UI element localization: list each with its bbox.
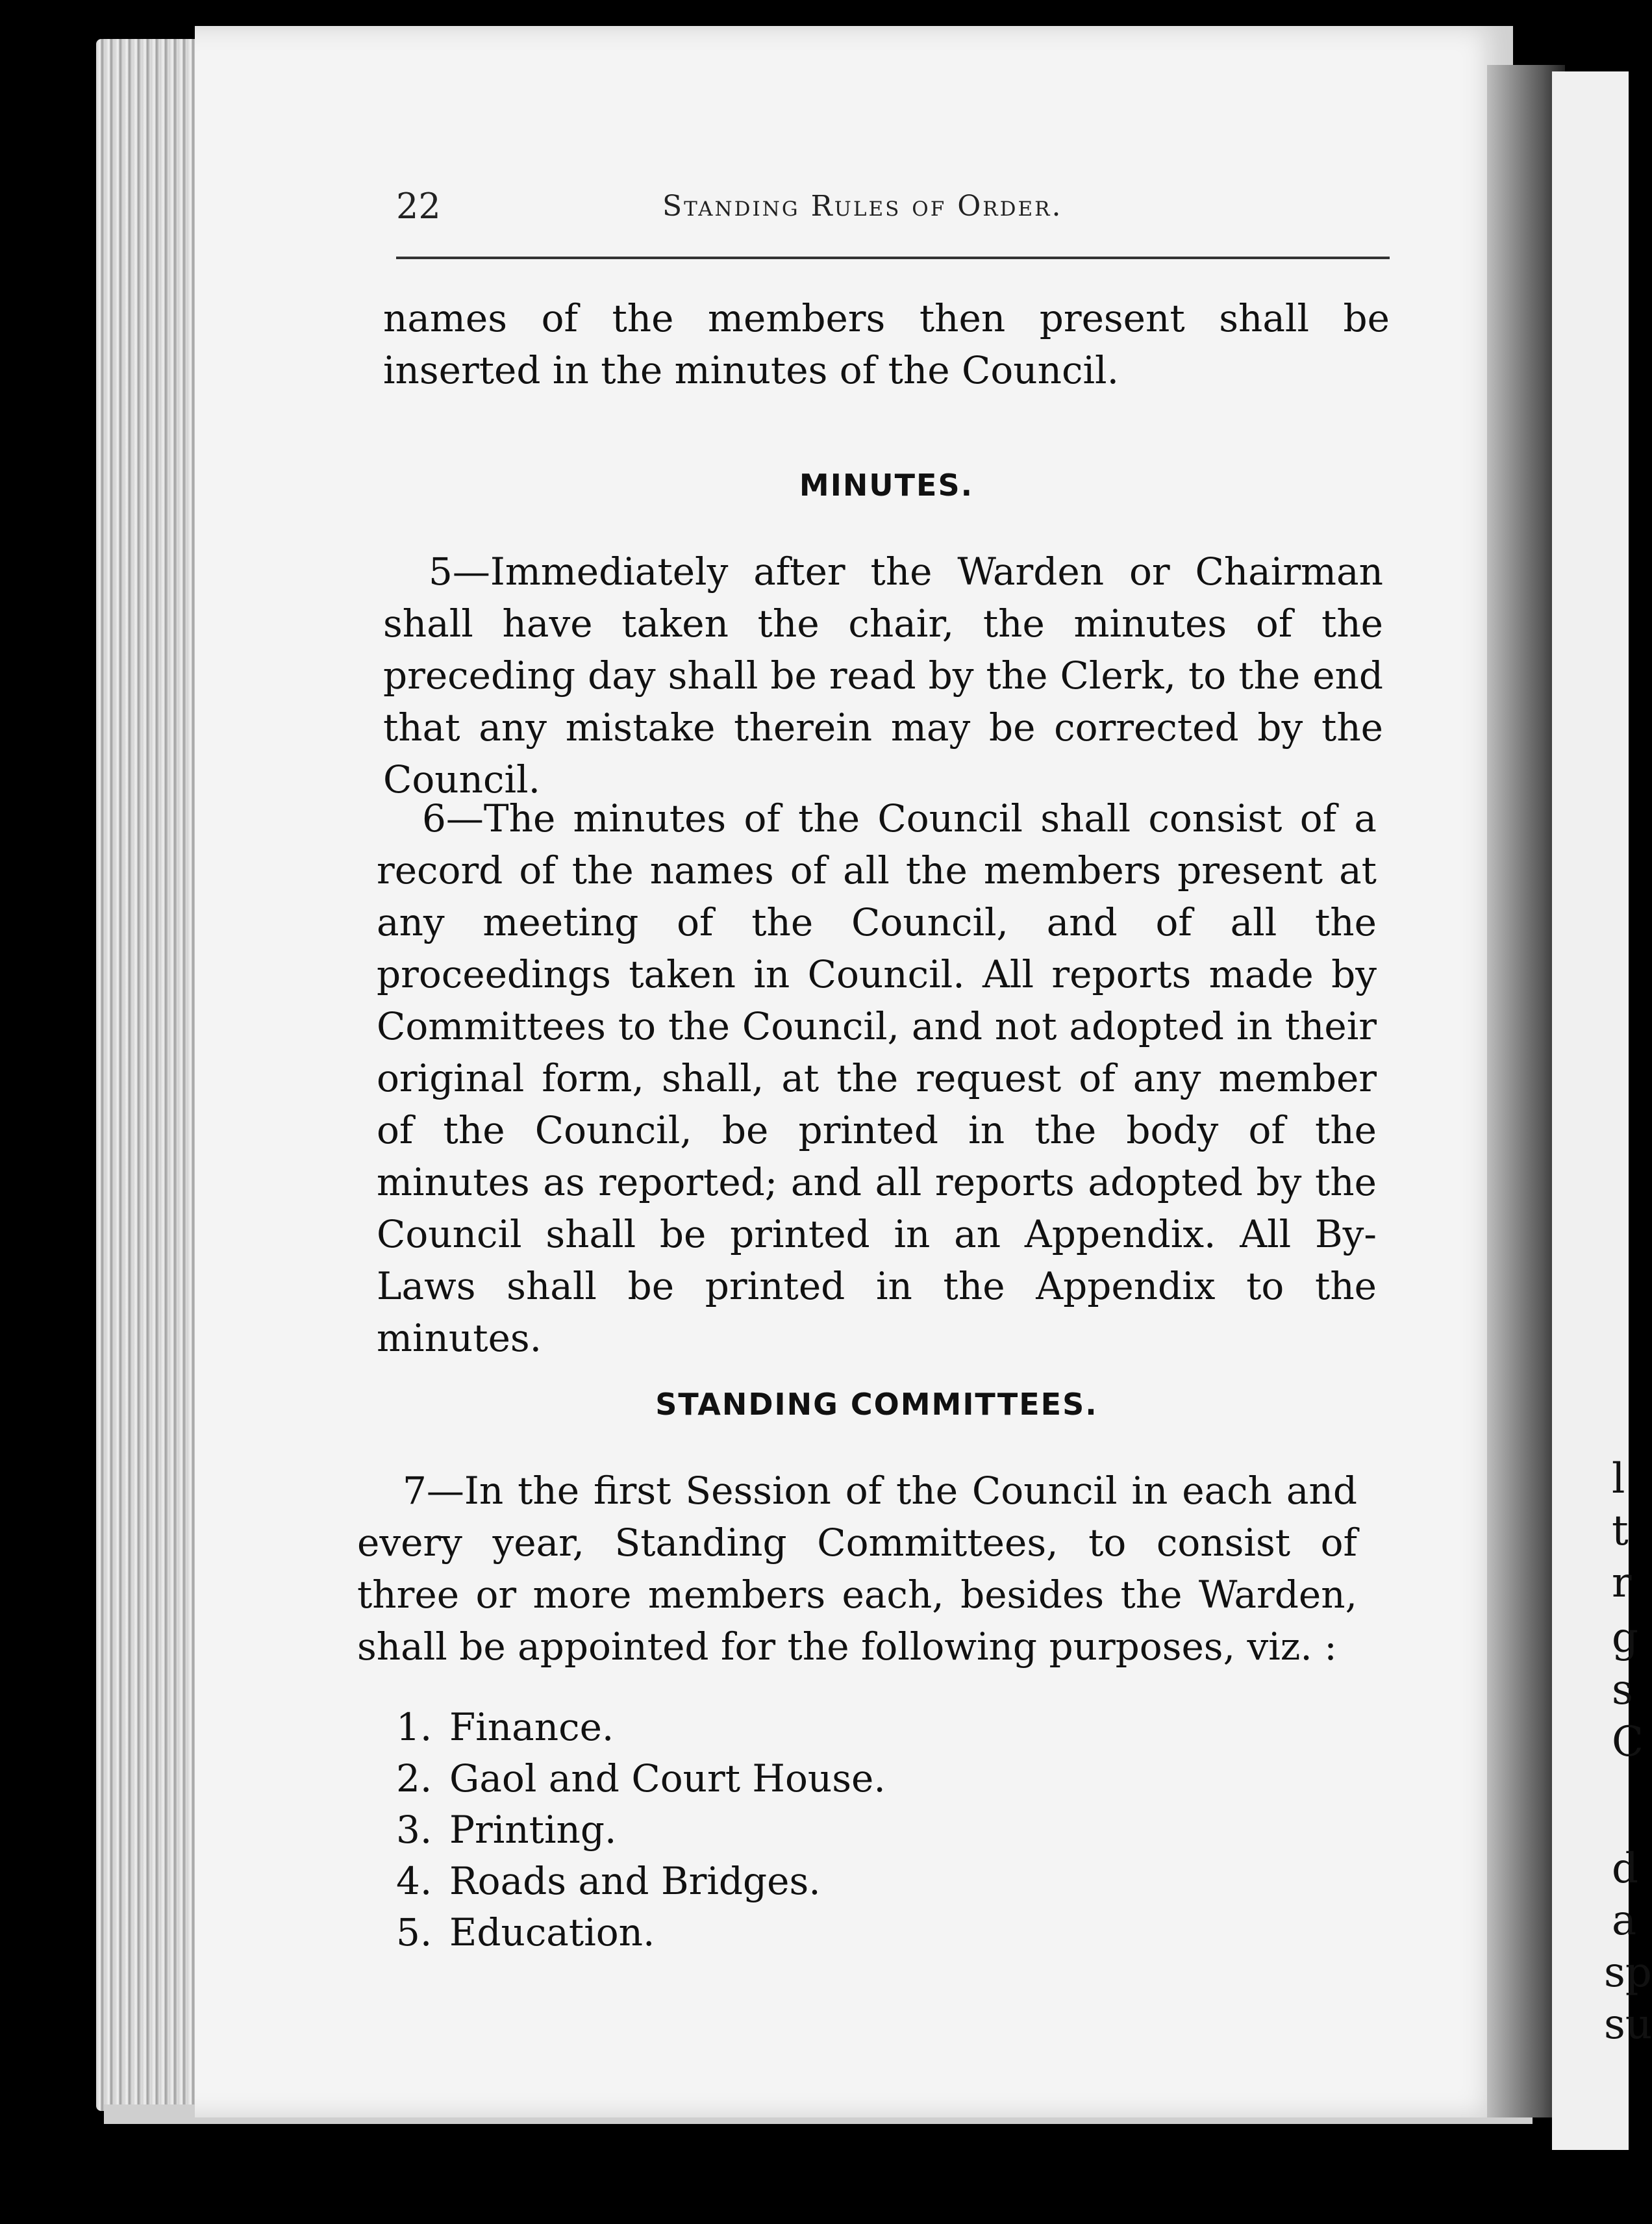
facing-fragment: su [1604,2001,1652,2049]
facing-fragment: l [1612,1455,1625,1503]
continuation-paragraph: names of the members then present shall be inserted in the minutes of the Council. [383,296,1390,392]
list-item: 1. Finance. [396,1705,614,1749]
facing-fragment: t [1612,1507,1629,1555]
rule-paragraph-5: 5—Immediately after the Warden or Chairman shall have taken the chair, the minutes of the preceding day shall be read by the Clerk, to the end that any mistake therein may be corrected by the Council. [383,550,1383,802]
facing-fragment: g [1612,1614,1638,1662]
facing-fragment: r [1612,1559,1632,1607]
list-item: 5. Education. [396,1910,655,1954]
facing-fragment: C [1612,1718,1644,1766]
rule-paragraph-7: 7—In the first Session of the Council in each and every year, Standing Committees, to consist of three or more members each, besides the Warden, shall be appointed for the following purposes, viz. : [357,1469,1357,1669]
facing-fragment: s [1612,1666,1633,1714]
running-head [396,186,1390,244]
rule-paragraph-6: 6—The minutes of the Council shall consist of a record of the names of all the members present at any meeting of the Council, and of all the proceedings taken in Council. All reports made by Committees to the Council, and not adopted in their original form, shall, at the request of any member of the Council, be printed in the body of the minutes as reported; and all reports adopted by the Council shall be printed in an Appendix. All By-Laws shall be printed in the Appendix to the minutes. [377,796,1377,1360]
list-item: 3. Printing. [396,1808,617,1852]
page-number: 22 [396,186,441,227]
list-item: 2. Gaol and Court House. [396,1756,886,1801]
header-rule [396,257,1390,259]
list-item: 4. Roads and Bridges. [396,1859,821,1903]
page-edges [96,39,206,2111]
facing-fragment: sp [1604,1949,1652,1997]
committee-list [396,1702,981,1958]
facing-page [1552,71,1652,2150]
section-heading-standing-committees: STANDING COMMITTEES. [655,1387,1098,1422]
running-title: Standing Rules of Order. [662,190,1063,223]
facing-fragment: d [1612,1845,1638,1893]
section-heading-minutes: MINUTES. [799,468,974,503]
facing-fragment: a [1612,1897,1637,1945]
